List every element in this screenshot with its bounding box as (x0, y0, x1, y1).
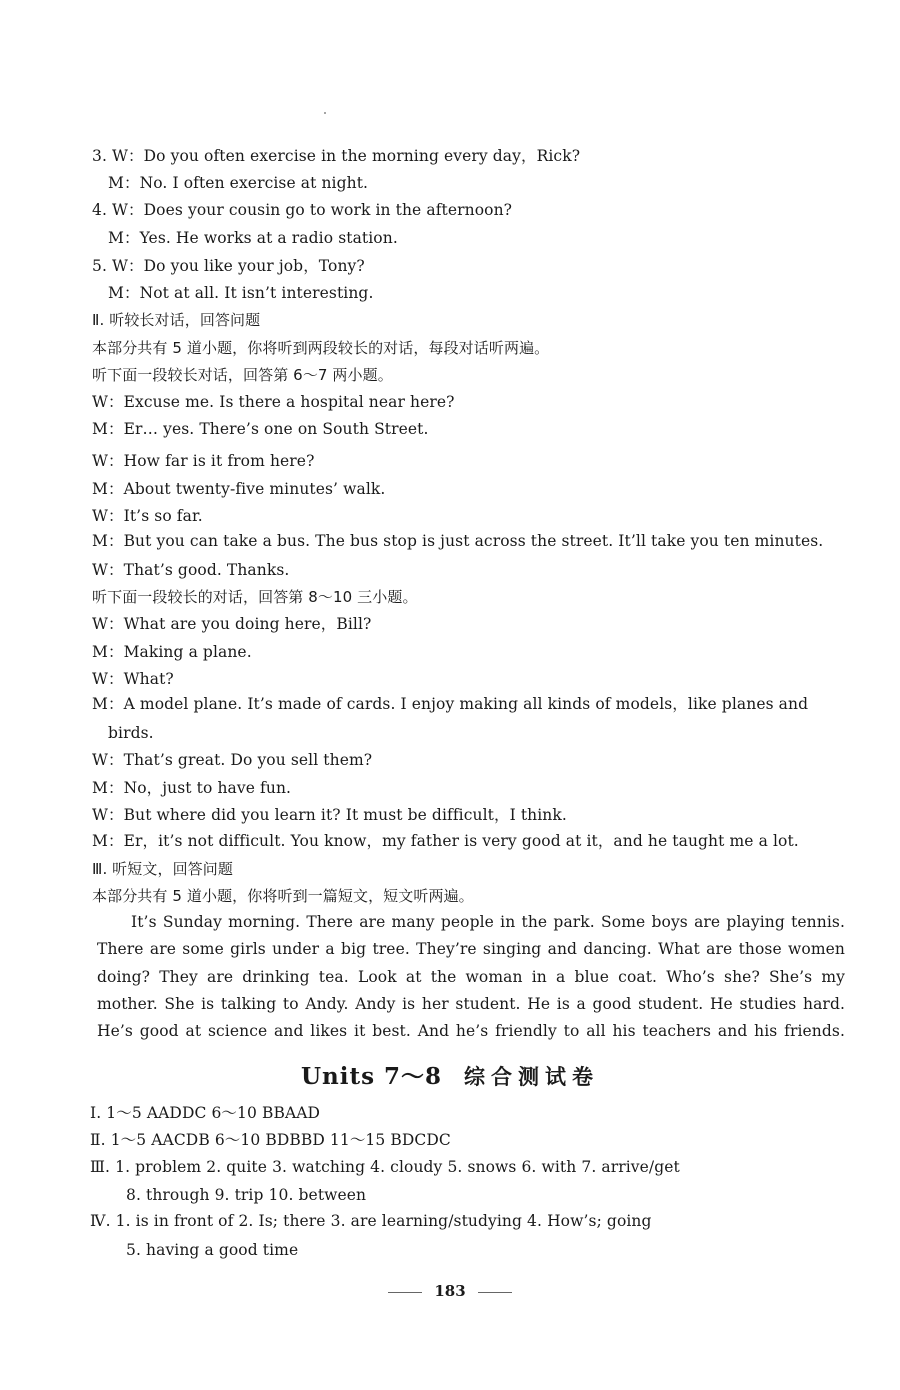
dialogue-2-line: M：Making a plane. (92, 643, 252, 661)
dialogue-3-w: 3. W：Do you often exercise in the morning every day，Rick? (92, 147, 581, 165)
dialogue-2-line: W：What are you doing here，Bill? (92, 615, 372, 633)
answer-line: Ⅰ. 1～5 AADDC 6～10 BBAAD (90, 1104, 321, 1122)
dialogue-4-m: M：Yes. He works at a radio station. (108, 229, 398, 247)
answer-line: Ⅱ. 1～5 AACDB 6～10 BDBBD 11～15 BDCDC (90, 1131, 451, 1149)
dialogue-1-line: M：About twenty-five minutes’ walk. (92, 480, 386, 498)
dialogue-5-m: M：Not at all. It isn’t interesting. (108, 284, 374, 302)
section-3-instruction: 本部分共有 5 道小题，你将听到一篇短文，短文听两遍。 (92, 887, 474, 905)
dialogue-2-line: M：No，just to have fun. (92, 779, 292, 797)
test-title (0, 1058, 900, 1091)
dialogue-2-intro: 听下面一段较长的对话，回答第 8～10 三小题。 (92, 588, 418, 606)
dialogue-2-line: W：What? (92, 670, 174, 688)
passage-line: mother. She is talking to Andy. Andy is her student. He is a good student. He studies hard. (97, 995, 845, 1013)
dialogue-2-line: M：A model plane. It’s made of cards. I enjoy making all kinds of models，like planes and (92, 695, 809, 713)
test-title-en: Units 7～8 (300, 1063, 443, 1090)
dialogue-4-w: 4. W：Does your cousin go to work in the afternoon? (92, 201, 513, 219)
answer-line: Ⅲ. 1. problem 2. quite 3. watching 4. cloudy 5. snows 6. with 7. arrive/get (90, 1158, 680, 1176)
answer-line: Ⅳ. 1. is in front of 2. Is; there 3. are learning/studying 4. How’s; going (90, 1212, 652, 1230)
dialogue-1-line: W：How far is it from here? (92, 452, 315, 470)
dialogue-2-line: W：But where did you learn it? It must be difficult，I think. (92, 806, 567, 824)
page-number-dash-right (478, 1292, 512, 1293)
page-number-value: 183 (434, 1282, 466, 1300)
dialogue-1-line: W：It’s so far. (92, 507, 203, 525)
answer-line: 8. through 9. trip 10. between (126, 1186, 367, 1204)
page-number (0, 1282, 900, 1300)
dialogue-1-line: M：Er… yes. There’s one on South Street. (92, 420, 429, 438)
dialogue-5-w: 5. W：Do you like your job，Tony? (92, 257, 365, 275)
page-number-dash-left (388, 1292, 422, 1293)
passage-line: It’s Sunday morning. There are many people in the park. Some boys are playing tennis. (131, 913, 845, 931)
dialogue-1-line: M：But you can take a bus. The bus stop is just across the street. It’ll take you ten minutes. (92, 532, 824, 550)
dialogue-2-line: birds. (108, 724, 154, 742)
passage-line: doing? They are drinking tea. Look at the woman in a blue coat. Who’s she? She’s my (97, 968, 845, 986)
dialogue-2-line: W：That’s great. Do you sell them? (92, 751, 373, 769)
answer-line: 5. having a good time (126, 1241, 299, 1259)
section-2-heading: Ⅱ. 听较长对话，回答问题 (92, 311, 261, 329)
test-title-zh: 综合测试卷 (464, 1065, 600, 1089)
dialogue-1-line: W：Excuse me. Is there a hospital near here? (92, 393, 455, 411)
scan-speck (324, 112, 326, 114)
passage-line: He’s good at science and likes it best. And he’s friendly to all his teachers and his friends. (97, 1022, 845, 1040)
dialogue-1-intro: 听下面一段较长对话，回答第 6～7 两小题。 (92, 366, 393, 384)
dialogue-1-line: W：That’s good. Thanks. (92, 561, 290, 579)
dialogue-2-line: M：Er，it’s not difficult. You know，my father is very good at it，and he taught me a lot. (92, 832, 799, 850)
section-2-instruction: 本部分共有 5 道小题，你将听到两段较长的对话，每段对话听两遍。 (92, 339, 550, 357)
dialogue-3-m: M：No. I often exercise at night. (108, 174, 369, 192)
passage-line: There are some girls under a big tree. They’re singing and dancing. What are those women (97, 940, 845, 958)
section-3-heading: Ⅲ. 听短文，回答问题 (92, 860, 233, 878)
